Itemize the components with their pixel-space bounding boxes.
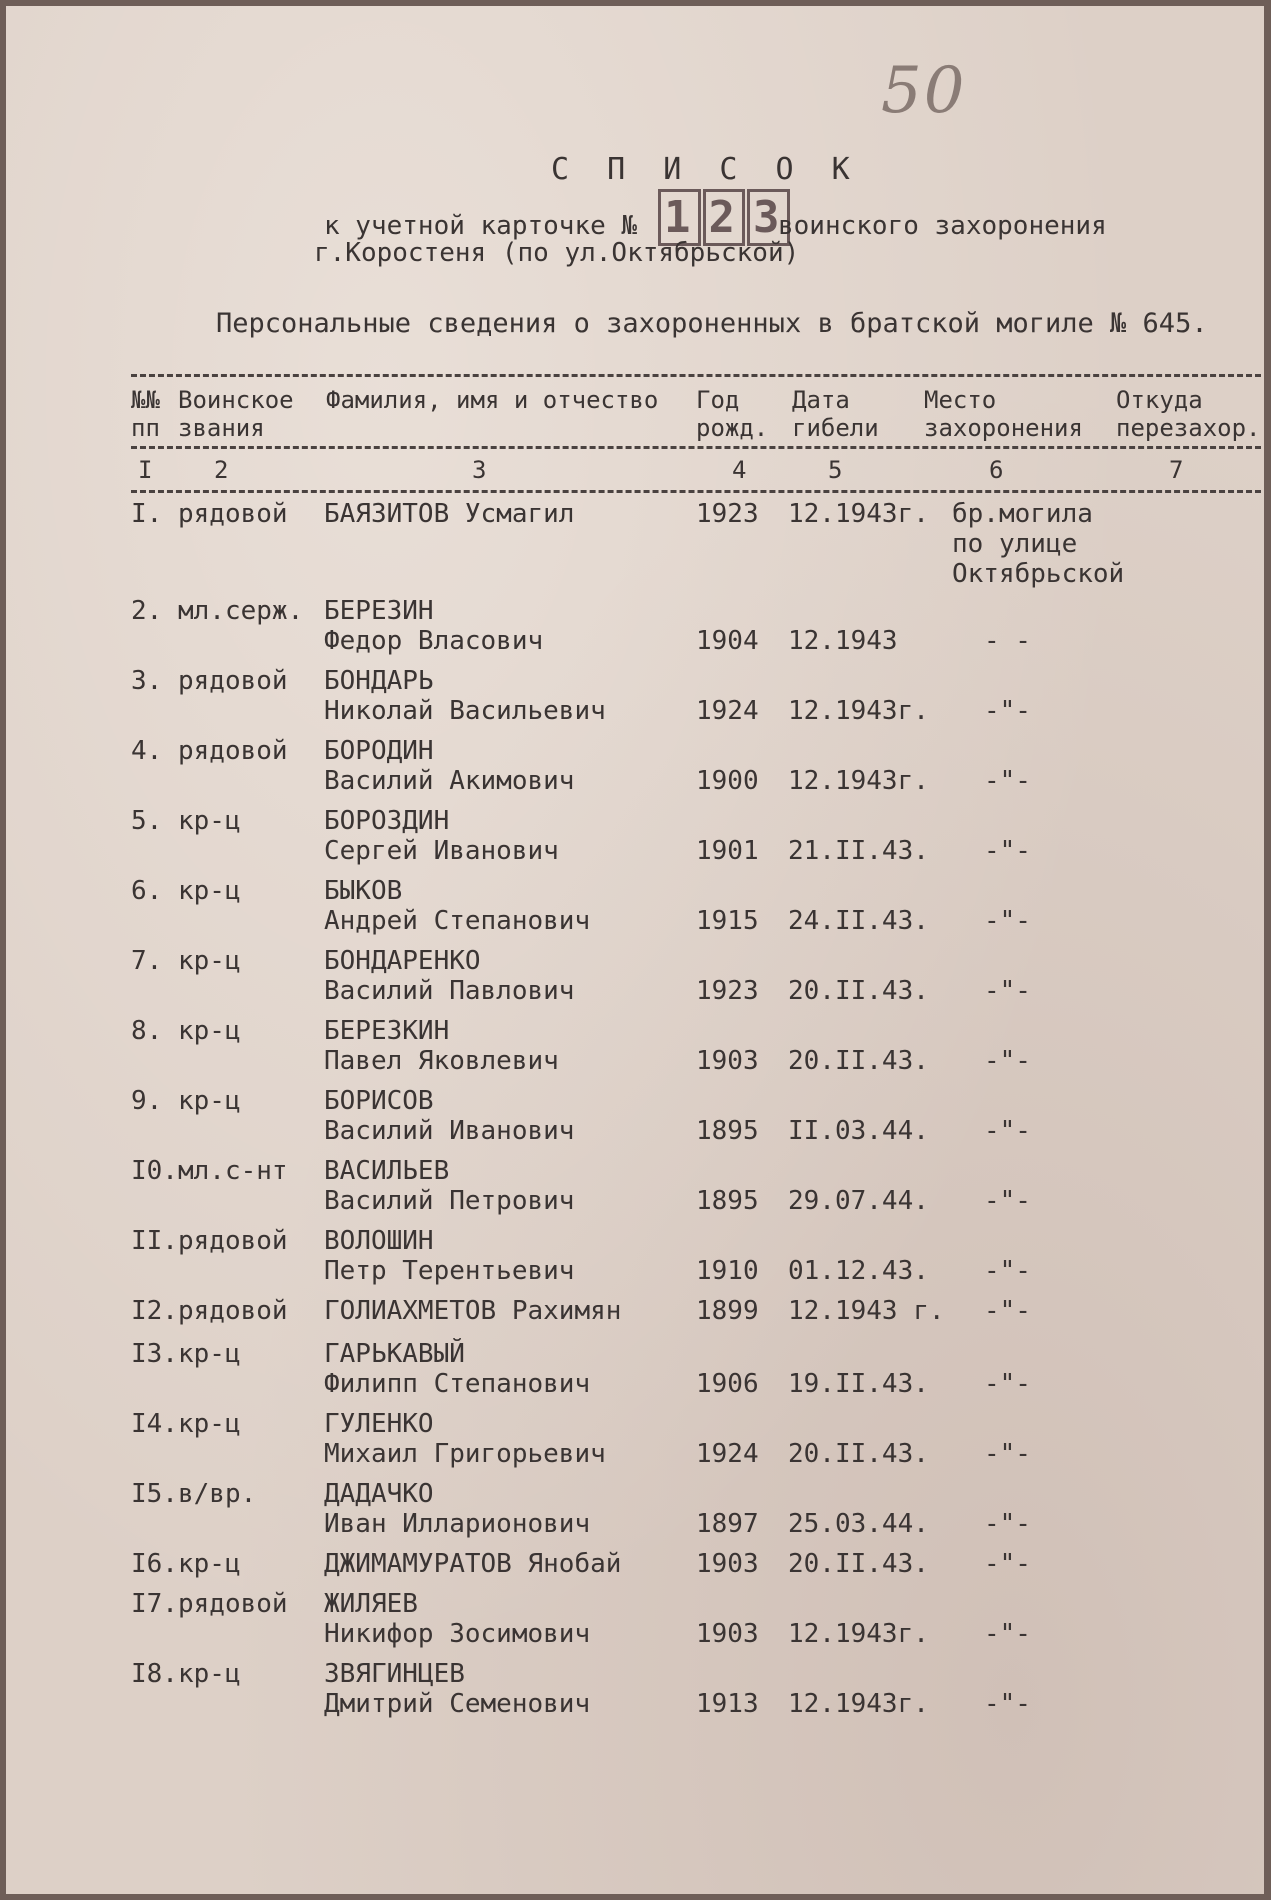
row-birth-year: 1906: [696, 1369, 759, 1399]
header-col-name: Фамилия, имя и отчество: [326, 386, 659, 414]
row-birth-year: 1923: [696, 976, 759, 1006]
row-number: I3.: [131, 1339, 178, 1369]
row-birth-year: 1895: [696, 1116, 759, 1146]
header-col-date: [792, 386, 879, 442]
row-surname: БАЯЗИТОВ Усмагил: [324, 499, 575, 529]
row-birth-year: 1897: [696, 1509, 759, 1539]
row-burial-place: -"-: [984, 1186, 1031, 1216]
header-col-origin-line2: перезахор.: [1116, 414, 1261, 442]
row-burial-place: -"-: [984, 1369, 1031, 1399]
row-death-date: 20.II.43.: [788, 1439, 929, 1469]
row-rank: мл.серж.: [178, 596, 304, 626]
row-surname: БОРОЗДИН: [324, 806, 450, 836]
row-rank: рядовой: [178, 736, 288, 766]
stamp-digit: 2: [703, 189, 746, 246]
row-death-date: 12.1943г.: [788, 696, 929, 726]
row-rank: кр-ц: [178, 876, 241, 906]
row-rank: в/вр.: [178, 1479, 257, 1509]
row-birth-year: 1924: [696, 1439, 759, 1469]
handwritten-page-number: 50: [881, 54, 967, 128]
col-num: 3: [472, 456, 487, 484]
row-rank: кр-ц: [178, 1339, 241, 1369]
row-birth-year: 1915: [696, 906, 759, 936]
header-col-number-line1: №№: [131, 386, 160, 414]
row-burial-place: -"-: [984, 1256, 1031, 1286]
row-birth-year: 1901: [696, 836, 759, 866]
row-surname: БЕРЕЗКИН: [324, 1016, 450, 1046]
row-rank: кр-ц: [178, 1409, 241, 1439]
header-col-origin-line1: Откуда: [1116, 386, 1203, 414]
row-death-date: 24.II.43.: [788, 906, 929, 936]
row-surname: БЫКОВ: [324, 876, 403, 906]
row-death-date: II.03.44.: [788, 1116, 929, 1146]
header-col-place: [924, 386, 1083, 442]
header-col-year-line1: Год: [696, 386, 740, 414]
row-given-names: Петр Терентьевич: [324, 1256, 575, 1286]
row-rank: рядовой: [178, 1589, 288, 1619]
header-col-rank: [178, 386, 294, 442]
row-surname: ДЖИМАМУРАТОВ Янобай: [324, 1549, 622, 1579]
row-number: 5.: [131, 806, 163, 836]
header-col-origin: [1116, 386, 1261, 442]
row-death-date: 12.1943г.: [788, 1689, 929, 1719]
row-birth-year: 1900: [696, 766, 759, 796]
row-burial-place: -"-: [984, 696, 1031, 726]
col-num: I: [138, 456, 153, 484]
row-given-names: Василий Петрович: [324, 1186, 575, 1216]
card-number-stamp: [658, 192, 792, 243]
row-burial-place: -"-: [984, 836, 1031, 866]
row-number: I4.: [131, 1409, 178, 1439]
row-surname: БОНДАРЕНКО: [324, 946, 481, 976]
row-birth-year: 1913: [696, 1689, 759, 1719]
stamp-digit: 1: [658, 189, 701, 246]
col-num: 5: [828, 456, 843, 484]
row-number: 7.: [131, 946, 163, 976]
subtitle-prefix: к учетной карточке №: [324, 211, 638, 241]
row-given-names: Иван Илларионович: [324, 1509, 591, 1539]
col-num: 4: [732, 456, 747, 484]
row-rank: кр-ц: [178, 806, 241, 836]
header-col-date-line1: Дата: [792, 386, 850, 414]
row-surname: БОРОДИН: [324, 736, 434, 766]
row-rank: рядовой: [178, 666, 288, 696]
row-number: 4.: [131, 736, 163, 766]
dashed-divider: [131, 490, 1261, 493]
row-rank: рядовой: [178, 1226, 288, 1256]
row-burial-place: -"-: [984, 1619, 1031, 1649]
row-given-names: Дмитрий Семенович: [324, 1689, 591, 1719]
row-number: II.: [131, 1226, 178, 1256]
row-surname: ВОЛОШИН: [324, 1226, 434, 1256]
header-col-place-line2: захоронения: [924, 414, 1083, 442]
row-birth-year: 1903: [696, 1619, 759, 1649]
row-birth-year: 1923: [696, 499, 759, 529]
row-burial-place: -"-: [984, 766, 1031, 796]
subtitle-line-1: [324, 211, 637, 241]
row-number: I7.: [131, 1589, 178, 1619]
row-burial-place: -"-: [984, 1549, 1031, 1579]
row-surname: БЕРЕЗИН: [324, 596, 434, 626]
row-burial-place: -"-: [984, 1439, 1031, 1469]
row-number: 3.: [131, 666, 163, 696]
row-surname: ЖИЛЯЕВ: [324, 1589, 418, 1619]
row-death-date: 12.1943г.: [788, 499, 929, 529]
stamp-digit: 3: [747, 189, 790, 246]
row-birth-year: 1904: [696, 626, 759, 656]
row-burial-place: -"-: [984, 1116, 1031, 1146]
row-rank: кр-ц: [178, 1016, 241, 1046]
row-given-names: Николай Васильевич: [324, 696, 606, 726]
row-birth-year: 1895: [696, 1186, 759, 1216]
row-surname: БОНДАРЬ: [324, 666, 434, 696]
row-surname: ВАСИЛЬЕВ: [324, 1156, 450, 1186]
row-surname: ГУЛЕНКО: [324, 1409, 434, 1439]
row-death-date: 20.II.43.: [788, 1549, 929, 1579]
row-death-date: 19.II.43.: [788, 1369, 929, 1399]
row-death-date: 20.II.43.: [788, 976, 929, 1006]
row-burial-place: - -: [984, 626, 1031, 656]
row-death-date: 29.07.44.: [788, 1186, 929, 1216]
row-birth-year: 1903: [696, 1549, 759, 1579]
row-surname: ГОЛИАХМЕТОВ Рахимян: [324, 1296, 622, 1326]
row-birth-year: 1903: [696, 1046, 759, 1076]
row-surname: ЗВЯГИНЦЕВ: [324, 1659, 465, 1689]
subtitle-suffix: воинского захоронения: [778, 211, 1107, 241]
row-given-names: Михаил Григорьевич: [324, 1439, 606, 1469]
row-given-names: Андрей Степанович: [324, 906, 591, 936]
row-burial-place: -"-: [984, 976, 1031, 1006]
document-title: С П И С О К: [551, 152, 860, 187]
row-rank: рядовой: [178, 499, 288, 529]
row-rank: кр-ц: [178, 946, 241, 976]
col-num: 7: [1169, 456, 1184, 484]
row-number: 9.: [131, 1086, 163, 1116]
row-number: I2.: [131, 1296, 178, 1326]
row-death-date: 12.1943: [788, 626, 898, 656]
row-burial-place: -"-: [984, 1509, 1031, 1539]
row-death-date: 01.12.43.: [788, 1256, 929, 1286]
header-col-rank-line2: звания: [178, 414, 265, 442]
row-surname: БОРИСОВ: [324, 1086, 434, 1116]
row-rank: кр-ц: [178, 1549, 241, 1579]
row-death-date: 12.1943 г.: [788, 1296, 945, 1326]
row-number: 6.: [131, 876, 163, 906]
row-given-names: Сергей Иванович: [324, 836, 559, 866]
subtitle-line-2: г.Коростеня (по ул.Октябрьской): [314, 238, 800, 268]
header-col-rank-line1: Воинское: [178, 386, 294, 414]
row-birth-year: 1899: [696, 1296, 759, 1326]
row-number: I8.: [131, 1659, 178, 1689]
row-burial-place: -"-: [984, 1046, 1031, 1076]
header-col-year: [696, 386, 768, 442]
row-number: I.: [131, 499, 163, 529]
row-given-names: Василий Акимович: [324, 766, 575, 796]
row-birth-year: 1924: [696, 696, 759, 726]
header-col-date-line2: гибели: [792, 414, 879, 442]
row-rank: кр-ц: [178, 1086, 241, 1116]
row-death-date: 12.1943г.: [788, 766, 929, 796]
row-burial-place: -"-: [984, 1296, 1031, 1326]
row-burial-place-line3: Октябрьской: [952, 559, 1125, 589]
header-col-number: [131, 386, 160, 442]
row-death-date: 12.1943г.: [788, 1619, 929, 1649]
row-number: I5.: [131, 1479, 178, 1509]
row-number: I0.: [131, 1156, 178, 1186]
row-given-names: Павел Яковлевич: [324, 1046, 559, 1076]
row-number: 2.: [131, 596, 163, 626]
row-burial-place: бр.могила: [952, 499, 1093, 529]
header-col-year-line2: рожд.: [696, 414, 769, 442]
row-surname: ДАДАЧКО: [324, 1479, 434, 1509]
dashed-divider: [131, 374, 1261, 377]
section-heading: Персональные сведения о захороненных в братской могиле № 645.: [216, 308, 1208, 339]
row-death-date: 20.II.43.: [788, 1046, 929, 1076]
row-number: I6.: [131, 1549, 178, 1579]
row-burial-place-line2: по улице: [952, 529, 1078, 559]
row-given-names: Никифор Зосимович: [324, 1619, 591, 1649]
row-rank: рядовой: [178, 1296, 288, 1326]
row-death-date: 21.II.43.: [788, 836, 929, 866]
row-burial-place: -"-: [984, 1689, 1031, 1719]
header-col-place-line1: Место: [924, 386, 997, 414]
row-rank: мл.с-нт: [178, 1156, 288, 1186]
row-given-names: Федор Власович: [324, 626, 544, 656]
row-birth-year: 1910: [696, 1256, 759, 1286]
row-burial-place: -"-: [984, 906, 1031, 936]
dashed-divider: [131, 446, 1261, 449]
document-sheet: [6, 6, 1264, 1894]
col-num: 2: [214, 456, 229, 484]
row-surname: ГАРЬКАВЫЙ: [324, 1339, 465, 1369]
row-given-names: Филипп Степанович: [324, 1369, 591, 1399]
row-number: 8.: [131, 1016, 163, 1046]
header-col-number-line2: пп: [131, 414, 160, 442]
row-given-names: Василий Павлович: [324, 976, 575, 1006]
row-death-date: 25.03.44.: [788, 1509, 929, 1539]
col-num: 6: [989, 456, 1004, 484]
row-given-names: Василий Иванович: [324, 1116, 575, 1146]
row-rank: кр-ц: [178, 1659, 241, 1689]
